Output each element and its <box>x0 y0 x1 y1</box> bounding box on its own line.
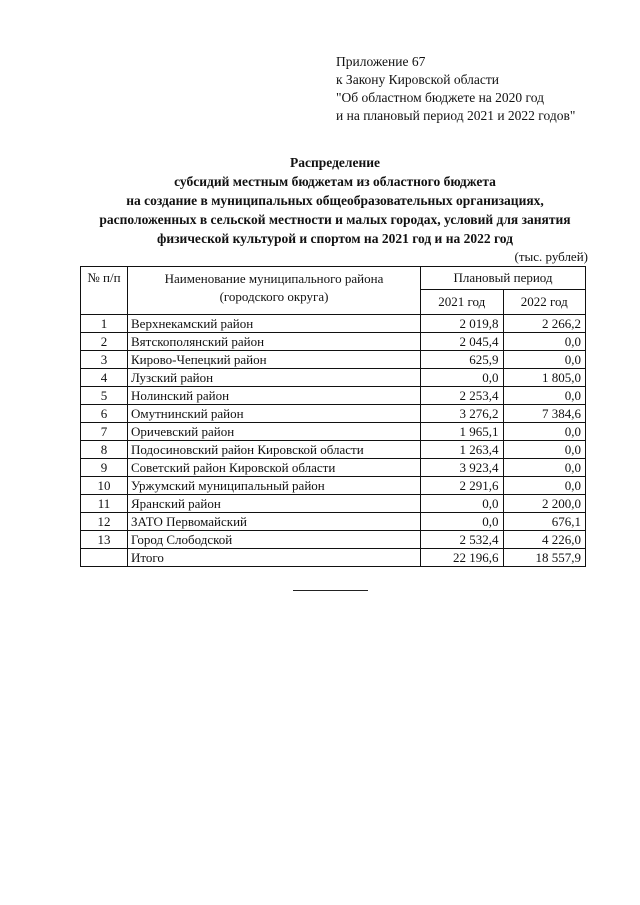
table-row <box>81 387 586 405</box>
value-2022: 2 266,2 <box>503 315 586 333</box>
district-name: Советский район Кировской области <box>128 459 421 477</box>
table-row <box>81 441 586 459</box>
appendix-line-1: Приложение 67 <box>336 54 426 69</box>
header-name-line-2: (городского округа) <box>219 289 329 304</box>
value-2021: 2 045,4 <box>421 333 504 351</box>
row-number: 2 <box>81 333 128 351</box>
table-row <box>81 495 586 513</box>
district-name: Оричевский район <box>128 423 421 441</box>
value-2022: 0,0 <box>503 333 586 351</box>
value-2021: 3 923,4 <box>421 459 504 477</box>
document-title <box>60 153 610 248</box>
value-2021: 3 276,2 <box>421 405 504 423</box>
table-row <box>81 459 586 477</box>
value-2022: 18 557,9 <box>503 549 586 567</box>
value-2021: 2 253,4 <box>421 387 504 405</box>
row-number: 12 <box>81 513 128 531</box>
distribution-table <box>80 266 586 567</box>
value-2022: 0,0 <box>503 459 586 477</box>
header-period: Плановый период <box>421 267 586 290</box>
row-number: 9 <box>81 459 128 477</box>
value-2021: 1 965,1 <box>421 423 504 441</box>
value-2022: 4 226,0 <box>503 531 586 549</box>
district-name: Яранский район <box>128 495 421 513</box>
value-2022: 7 384,6 <box>503 405 586 423</box>
district-name: Уржумский муниципальный район <box>128 477 421 495</box>
district-name: Омутнинский район <box>128 405 421 423</box>
value-2022: 1 805,0 <box>503 369 586 387</box>
value-2021: 22 196,6 <box>421 549 504 567</box>
row-number: 8 <box>81 441 128 459</box>
district-name: Кирово-Чепецкий район <box>128 351 421 369</box>
table-row <box>81 369 586 387</box>
value-2022: 676,1 <box>503 513 586 531</box>
value-2021: 0,0 <box>421 369 504 387</box>
table-row <box>81 423 586 441</box>
title-line-5: физической культурой и спортом на 2021 год и на 2022 год <box>157 231 513 246</box>
header-name <box>128 267 421 315</box>
header-year-2021: 2021 год <box>421 290 504 315</box>
row-number: 10 <box>81 477 128 495</box>
district-name: ЗАТО Первомайский <box>128 513 421 531</box>
row-number: 5 <box>81 387 128 405</box>
district-name: Город Слободской <box>128 531 421 549</box>
value-2022: 0,0 <box>503 387 586 405</box>
appendix-line-4: и на плановый период 2021 и 2022 годов" <box>336 108 576 123</box>
value-2021: 1 263,4 <box>421 441 504 459</box>
table-total-row <box>81 549 586 567</box>
table-row <box>81 333 586 351</box>
header-num: № п/п <box>81 267 128 315</box>
row-number: 7 <box>81 423 128 441</box>
header-year-2022: 2022 год <box>503 290 586 315</box>
title-line-2: субсидий местным бюджетам из областного бюджета <box>174 174 496 189</box>
value-2022: 0,0 <box>503 351 586 369</box>
value-2021: 2 019,8 <box>421 315 504 333</box>
table-row <box>81 351 586 369</box>
value-2021: 0,0 <box>421 495 504 513</box>
value-2021: 625,9 <box>421 351 504 369</box>
table-row <box>81 405 586 423</box>
units-label: (тыс. рублей) <box>514 249 588 264</box>
value-2022: 2 200,0 <box>503 495 586 513</box>
table-row <box>81 513 586 531</box>
row-number: 1 <box>81 315 128 333</box>
table-row <box>81 531 586 549</box>
value-2022: 0,0 <box>503 423 586 441</box>
district-name: Вятскополянский район <box>128 333 421 351</box>
table-row <box>81 315 586 333</box>
row-number: 13 <box>81 531 128 549</box>
header-name-line-1: Наименование муниципального района <box>164 271 384 286</box>
row-number: 4 <box>81 369 128 387</box>
value-2022: 0,0 <box>503 477 586 495</box>
district-name: Подосиновский район Кировской области <box>128 441 421 459</box>
district-name: Нолинский район <box>128 387 421 405</box>
district-name: Итого <box>128 549 421 567</box>
value-2021: 0,0 <box>421 513 504 531</box>
value-2021: 2 532,4 <box>421 531 504 549</box>
row-number: 3 <box>81 351 128 369</box>
appendix-line-2: к Закону Кировской области <box>336 72 500 87</box>
appendix-block <box>336 53 575 125</box>
value-2021: 2 291,6 <box>421 477 504 495</box>
district-name: Лузский район <box>128 369 421 387</box>
table-row <box>81 477 586 495</box>
row-number: 6 <box>81 405 128 423</box>
footer-divider <box>293 590 368 591</box>
value-2022: 0,0 <box>503 441 586 459</box>
row-number <box>81 549 128 567</box>
district-name: Верхнекамский район <box>128 315 421 333</box>
appendix-line-3: "Об областном бюджете на 2020 год <box>336 90 544 105</box>
title-line-1: Распределение <box>289 155 381 170</box>
table-body <box>81 315 586 567</box>
row-number: 11 <box>81 495 128 513</box>
title-line-3: на создание в муниципальных общеобразовательных организациях, <box>126 193 544 208</box>
title-line-4: расположенных в сельской местности и малых городах, условий для занятия <box>99 212 571 227</box>
